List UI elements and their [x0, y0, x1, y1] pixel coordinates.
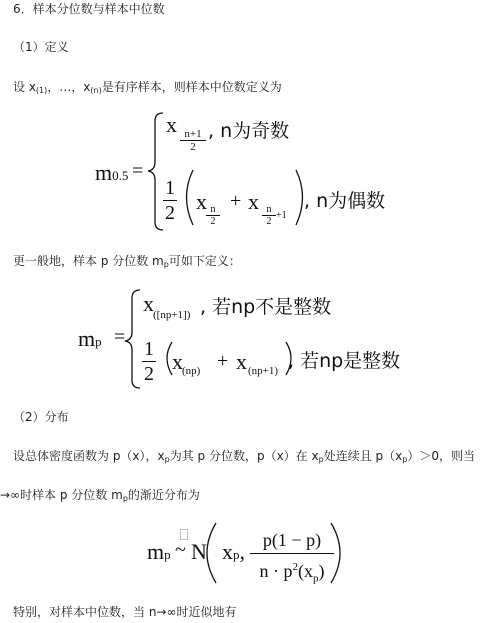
- section-heading: 6．样本分位数与样本中位数: [13, 2, 165, 16]
- quantile-case2-index-a: (np): [182, 365, 201, 377]
- median-odd-x: x: [166, 112, 177, 137]
- quantile-right-paren: [286, 342, 291, 375]
- quantile-case1-condition: , 若np不是整数: [200, 296, 332, 318]
- asymptotic-x: xp,: [222, 539, 245, 564]
- quantile-case2-x-a: x: [172, 349, 183, 374]
- quantile-left-brace: [125, 290, 140, 388]
- special-case-text: 特别，对样本中位数，当 n→∞时近似地有: [13, 605, 237, 619]
- asymptotic-variance: $\frac{p(1 - p)}{n \cdot p^2(x_p)}$: [250, 527, 334, 592]
- median-even-x-a: x: [196, 189, 207, 214]
- definition-heading: （1）定义: [13, 40, 69, 54]
- median-even-index-a: $\frac{n}{2}$: [206, 204, 220, 227]
- quantile-case1-index: ([np+1]): [153, 309, 191, 321]
- quantile-left-paren: [167, 342, 172, 375]
- asymptotic-left-paren: [207, 523, 216, 583]
- quantile-case2-condition: , 若np是整数: [288, 350, 401, 372]
- quantile-case2-index-b: (np+1): [248, 365, 279, 377]
- median-left-paren: [187, 170, 194, 225]
- median-left-brace: [148, 113, 163, 230]
- median-even-condition: , n为偶数: [304, 190, 386, 212]
- median-even-half: $\frac{1}{2}$: [165, 177, 175, 224]
- median-even-index-b-suffix: +1: [276, 210, 287, 221]
- quantile-case1-x: x: [143, 291, 154, 316]
- asymptotic-normal-N: N: [191, 539, 207, 564]
- quantile-case2-plus: +: [217, 350, 229, 372]
- median-symbol: m0.5: [95, 160, 129, 185]
- median-even-x-b: x: [248, 189, 259, 214]
- median-odd-condition: , n为奇数: [208, 120, 290, 142]
- median-equals: =: [132, 160, 144, 182]
- asymptotic-m: mp: [147, 539, 171, 564]
- general-definition-text: 更一般地，样本 p 分位数 $m_p$可如下定义：: [13, 254, 241, 269]
- asymptotic-tilde: ~: [175, 539, 186, 561]
- median-odd-index: $\frac{n+1}{2}$: [180, 128, 206, 153]
- asymptotic-right-paren: [331, 523, 340, 583]
- quantile-case2-half: $\frac{1}{2}$: [144, 338, 154, 385]
- asymptotic-text: →∞时样本 p 分位数 $m_p$的渐近分布为: [0, 488, 200, 503]
- distribution-heading: （2）分布: [13, 410, 69, 424]
- median-right-paren: [296, 170, 303, 225]
- definition-text: 设 $x_{(1)}$，…，$x_{(n)}$是有序样本，则样本中位数定义为: [13, 80, 282, 95]
- distribution-text: 设总体密度函数为 p（x），$x_p$为其 p 分位数，p（x）在 $x_p$处连续且 $p(x_p)>0$，则当: [13, 449, 475, 464]
- median-even-plus: +: [230, 190, 242, 212]
- median-even-index-b: $\frac{n}{2}$: [262, 204, 276, 227]
- quantile-symbol: mp: [78, 326, 102, 351]
- quantile-equals: =: [114, 326, 126, 348]
- quantile-case2-x-b: x: [236, 349, 247, 374]
